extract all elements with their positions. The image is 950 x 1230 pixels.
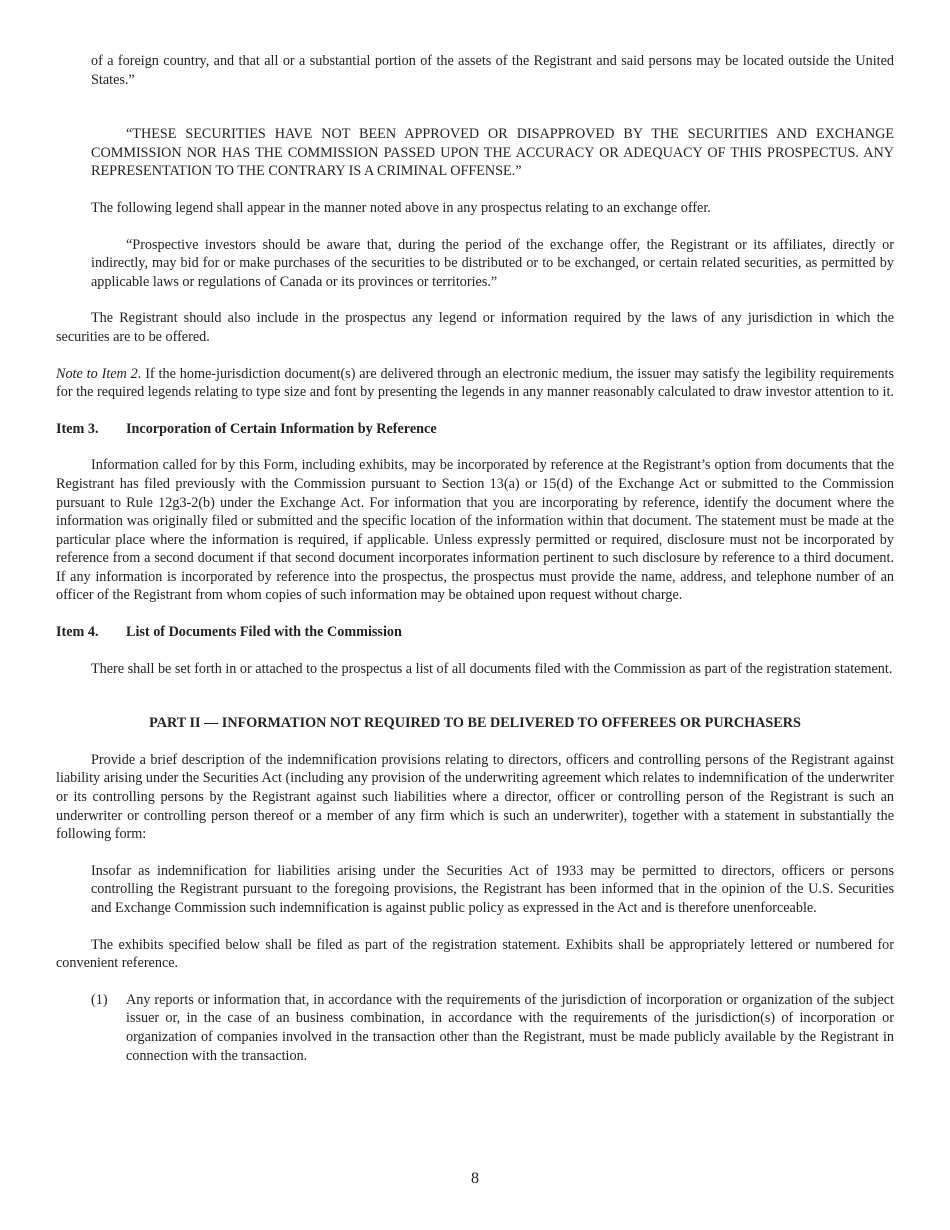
paragraph-jurisdiction-legend: The Registrant should also include in the prospectus any legend or information required by the laws of any jurisdiction in which the securities are to be offered. xyxy=(56,310,894,345)
page-number: 8 xyxy=(471,1170,479,1187)
legend-prospective-investors: “Prospective investors should be aware that, during the period of the exchange offer, the Registrant or its affiliates, directly or indirectly, may bid for or make purchases of the securities to be distributed or to be exchanged, or certain related securities, as permitted by applicable laws or regulations of Canada or its provinces or territories.” xyxy=(91,236,894,290)
item-4-number: Item 4. xyxy=(56,624,99,641)
paragraph-incorporation: Information called for by this Form, including exhibits, may be incorporated by reference at the Registrant’s option from documents that the Registrant has filed previously with the Commission pursuant to Section 13(a) or 15(d) of the Exchange Act or submitted to the Commission pursuant to Rule 12g3-2(b) under the Exchange Act. For information that you are incorporating by reference, identify the document where the information was originally filed or submitted and the specific location of the information within that document. The statement must be made at the particular place where the information is required, if applicable. Unless expressly permitted or required, disclosure must not be incorporated by reference from a second document if that second document incorporates information pertinent to such disclosure by reference to a third document. If any information is incorporated by reference into the prospectus, the prospectus must provide the name, address, and telephone number of an officer of the Registrant from whom copies of such information may be obtained upon request without charge. xyxy=(56,457,894,604)
item-3-heading xyxy=(56,420,894,439)
paragraph-foreign-country: of a foreign country, and that all or a substantial portion of the assets of the Registrant and said persons may be located outside the United States.” xyxy=(91,53,894,88)
list-marker: (1) xyxy=(91,991,108,1008)
indemnification-statement: Insofar as indemnification for liabilities arising under the Securities Act of 1933 may be permitted to directors, officers or persons controlling the Registrant pursuant to the foregoing provisions, the Registrant has been informed that in the opinion of the U.S. Securities and Exchange Commission such indemnification is against public policy as expressed in the Act and is therefore unenforceable. xyxy=(91,862,894,916)
paragraph-exhibits: The exhibits specified below shall be filed as part of the registration statement. Exhibits shall be appropriately lettered or numbered for convenient reference. xyxy=(56,936,894,972)
document-page xyxy=(56,52,894,1065)
note-to-item-2 xyxy=(56,365,894,402)
note-label: Note to Item 2 xyxy=(56,365,138,382)
item-4-title: List of Documents Filed with the Commission xyxy=(126,624,402,641)
list-item-text: Any reports or information that, in accordance with the requirements of the jurisdiction of incorporation or organization of the subject issuer or, in the case of an business combination, in accordance with the requirements of the jurisdiction(s) of incorporation or organization of companies involved in the transaction other than the Registrant, must be made publicly available by the Registrant in connection with the transaction. xyxy=(126,991,894,1064)
item-3-number: Item 3. xyxy=(56,420,99,437)
item-3-title: Incorporation of Certain Information by Reference xyxy=(126,420,437,437)
paragraph-exchange-offer-legend: The following legend shall appear in the manner noted above in any prospectus relating to an exchange offer. xyxy=(91,199,711,216)
legend-securities: “THESE SECURITIES HAVE NOT BEEN APPROVED OR DISAPPROVED BY THE SECURITIES AND EXCHANGE COMMISSION NOR HAS THE COMMISSION PASSED UPON THE ACCURACY OR ADEQUACY OF THIS PROSPECTUS. ANY REPRESENTATION TO THE CONTRARY IS A CRIMINAL OFFENSE.” xyxy=(91,126,894,180)
note-text: . If the home-jurisdiction document(s) are delivered through an electronic medium, the issuer may satisfy the legibility requirements for the required legends relating to type size and font by presenting the legends in any manner reasonably calculated to draw investor attention to it. xyxy=(56,365,894,401)
list-item xyxy=(56,991,894,1065)
item-4-heading xyxy=(56,623,894,642)
part-ii-heading: PART II — INFORMATION NOT REQUIRED TO BE DELIVERED TO OFFEREES OR PURCHASERS xyxy=(149,715,801,732)
paragraph-documents-list: There shall be set forth in or attached to the prospectus a list of all documents filed with the Commission as part of the registration statement. xyxy=(91,660,893,677)
paragraph-indemnification: Provide a brief description of the indemnification provisions relating to directors, officers and controlling persons of the Registrant against liability arising under the Securities Act (including any provision of the underwriting agreement which relates to indemnification of the underwriter or its controlling persons by the Registrant against such liabilities where a director, officer or controlling person of the Registrant is such an underwriter or controlling person thereof or a member of any firm which is such an underwriter), together with a statement in substantially the following form: xyxy=(56,751,894,843)
